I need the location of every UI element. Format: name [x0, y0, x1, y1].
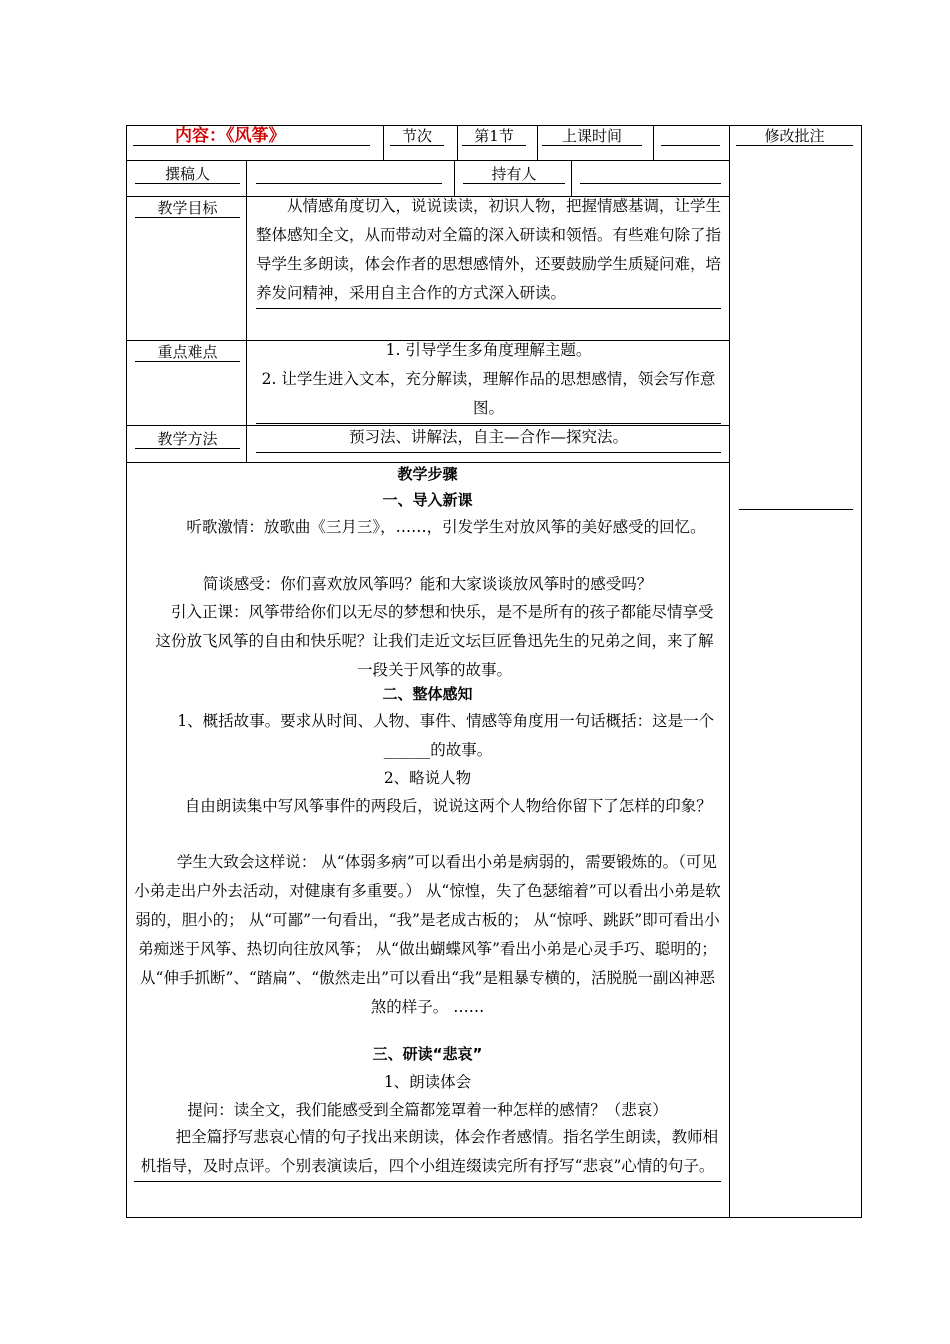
steps-heading: 教学步骤 — [397, 465, 458, 483]
class-time-value — [661, 127, 720, 146]
key-points-label: 重点难点 — [135, 343, 240, 362]
step-p7: 学生大致会这样说： 从“体弱多病”可以看出小弟是病弱的，需要锻炼的。（可见小弟走出户外去活动，对健康有多重要。） 从“惊惶，失了色瑟缩着”可以看出小弟是软弱的，胆小的； 从“可鄙”一句看出，“我”是老成古板的； 从“惊呼、跳跃”即可看出小弟痴迷于风筝、热切向往放风筝； 从“做出蝴蝶风筝”看出小弟是心灵手巧、聪明的； 从“伸手抓断”、“踏扁”、“傲然走出”可以看出“我”是粗暴专横的，活脱脱一副凶神恶煞的样子。 …… — [134, 853, 721, 1016]
holder-value — [580, 165, 721, 184]
author-label: 撰稿人 — [135, 165, 240, 184]
part1-title: 一、导入新课 — [382, 491, 473, 509]
key-point-1: 1. 引导学生多角度理解主题。 — [385, 341, 592, 359]
step-p1: 听歌激情：放歌曲《三月三》，……，引发学生对放风筝的美好感受的回忆。 — [186, 518, 706, 536]
goals-label: 教学目标 — [135, 199, 240, 218]
holder-label: 持有人 — [463, 165, 565, 184]
goals-text: 从情感角度切入，说说读读，初识人物，把握情感基调，让学生整体感知全文，从而带动对全篇的深入研读和领悟。有些难句除了指导学生多朗读，体会作者的思想感情外，还要鼓励学生质疑问难，培养发问精神，采用自主合作的方式深入研读。 — [256, 192, 721, 309]
lesson-title: 内容：《风筝》 — [133, 127, 370, 146]
key-point-2: 2. 让学生进入文本，充分解读，理解作品的思想感情，领会写作意图。 — [256, 365, 721, 424]
step-p6: 自由朗读集中写风筝事件的两段后，说说这两个人物给你留下了怎样的印象？ — [184, 797, 712, 815]
step-p4: 1、概括故事。要求从时间、人物、事件、情感等角度用一句话概括：这是一个______的故事。 — [177, 712, 715, 759]
notes-underline — [739, 509, 853, 510]
section-label: 节次 — [390, 127, 444, 146]
step-p10: 把全篇抒写悲哀心情的句子找出来朗读，体会作者感情。指名学生朗读，教师相机指导，及时点评。个别表演读后，四个小组连缀读完所有抒写“悲哀”心情的句子。 — [134, 1123, 721, 1182]
method-label: 教学方法 — [135, 430, 240, 449]
notes-column-label: 修改批注 — [736, 127, 853, 146]
step-p5: 2、略说人物 — [383, 769, 472, 787]
class-time-label: 上课时间 — [542, 127, 642, 146]
step-p2: 简谈感受：你们喜欢放风筝吗？能和大家谈谈放风筝时的感受吗？ — [202, 575, 653, 593]
part2-title: 二、整体感知 — [382, 685, 473, 703]
step-p3: 引入正课：风筝带给你们以无尽的梦想和快乐，是不是所有的孩子都能尽情享受这份放飞风筝的自由和快乐呢？让我们走近文坛巨匠鲁迅先生的兄弟之间，来了解一段关于风筝的故事。 — [155, 603, 714, 679]
step-p9: 提问：读全文，我们能感受到全篇都笼罩着一种怎样的感情？（悲哀） — [187, 1101, 668, 1119]
section-value: 第1节 — [462, 127, 526, 146]
author-value — [256, 165, 442, 184]
method-text: 预习法、讲解法，自主—合作—探究法。 — [256, 423, 721, 453]
step-p8: 1、朗读体会 — [383, 1073, 472, 1091]
part3-title: 三、研读“悲哀” — [372, 1045, 483, 1063]
